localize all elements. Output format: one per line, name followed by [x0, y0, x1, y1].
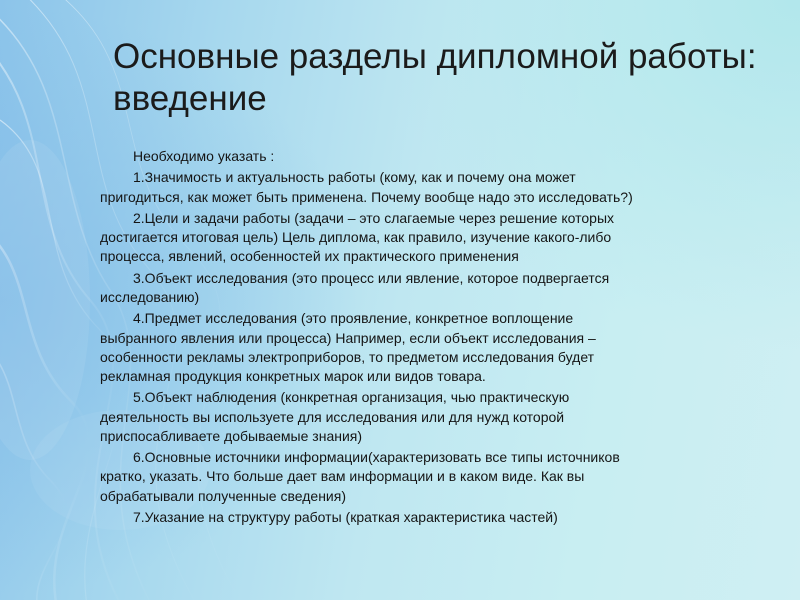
text-line: рекламная продукция конкретных марок или видов товара.: [100, 367, 486, 384]
text-line: процесса, явлений, особенностей их практического применения: [100, 248, 519, 265]
slide-title: [113, 36, 793, 120]
item-6-paragraph: [100, 448, 696, 506]
item-5-paragraph: [100, 388, 696, 446]
text-line: обрабатывали полученные сведения): [100, 487, 346, 504]
text-line: исследованию): [100, 288, 200, 305]
text-line: Необходимо указать :: [133, 148, 275, 164]
text-line: 2.Цели и задачи работы (задачи – это слагаемые через решение которых: [133, 209, 615, 226]
text-line: 1.Значимость и актуальность работы (кому, как и почему она может: [133, 169, 576, 186]
item-3-paragraph: [100, 269, 696, 307]
item-4-paragraph: [100, 309, 696, 386]
text-line: выбранного явления или процесса) Например, если объект исследования –: [100, 329, 596, 346]
slide-title-line: Основные разделы дипломной работы:: [113, 37, 757, 76]
item-7-paragraph: [100, 508, 696, 527]
slide-title-line: введение: [113, 79, 267, 118]
text-line: особенности рекламы электроприборов, то предметом исследования будет: [100, 348, 595, 365]
text-line: пригодиться, как может быть применена. Почему вообще надо это исследовать?): [100, 188, 633, 205]
text-line: приспосабливаете добываемые знания): [100, 427, 363, 444]
text-line: достигается итоговая цель) Цель диплома, как правило, изучение какого-либо: [100, 229, 612, 246]
text-line: 3.Объект исследования (это процесс или явление, которое подвергается: [133, 269, 610, 286]
text-line: 7.Указание на структуру работы (краткая характеристика частей): [133, 508, 558, 525]
item-1-paragraph: [100, 168, 696, 206]
item-2-paragraph: [100, 209, 696, 267]
intro-paragraph: [100, 147, 696, 166]
slide-body: [100, 147, 696, 529]
text-line: кратко, указать. Что больше дает вам информации и в каком виде. Как вы: [100, 468, 585, 485]
text-line: деятельность вы используете для исследования или для нужд которой: [100, 408, 565, 425]
text-line: 6.Основные источники информации(характеризовать все типы источников: [133, 449, 620, 466]
text-line: 5.Объект наблюдения (конкретная организация, чью практическую: [133, 389, 570, 406]
text-line: 4.Предмет исследования (это проявление, конкретное воплощение: [133, 310, 574, 327]
